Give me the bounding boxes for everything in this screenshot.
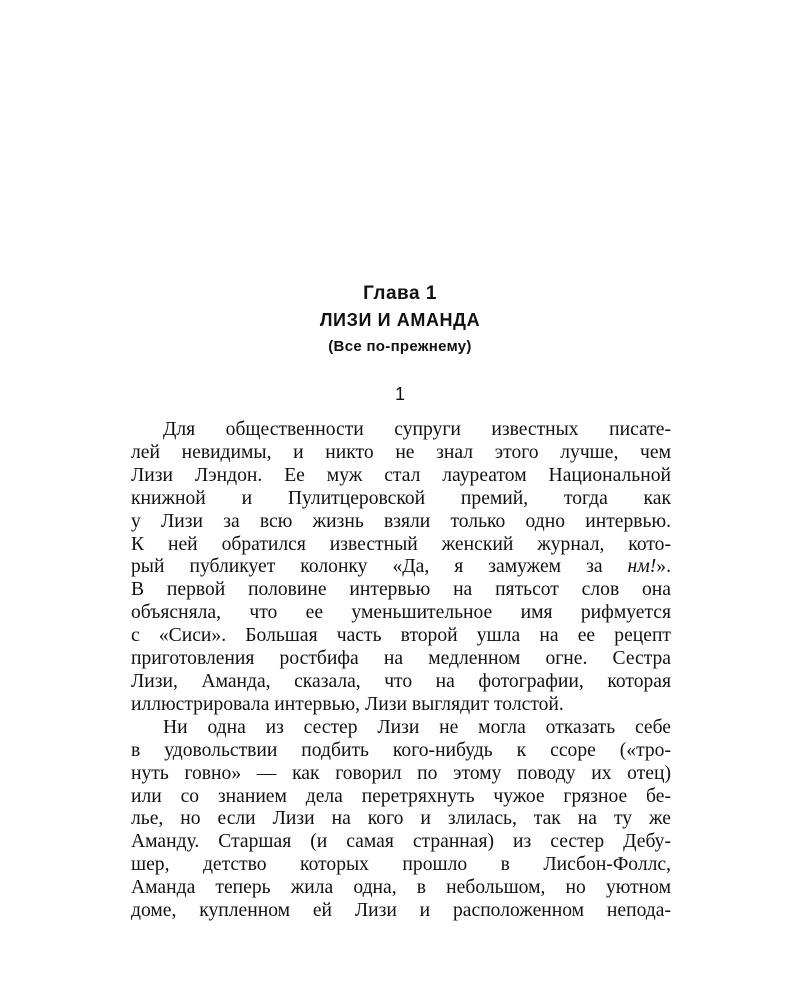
text-line: Лизи Лэндон. Ее муж стал лауреатом Национальной <box>131 464 671 486</box>
text-line: Аманду. Старшая (и самая странная) из сестер Дебу- <box>131 831 671 853</box>
text-line: лье, но если Лизи на кого и злилась, так на ту же <box>131 808 671 830</box>
text-line: иллюстрировала интервью, Лизи выглядит толстой. <box>131 693 564 715</box>
italic-word: нм! <box>627 556 657 578</box>
chapter-label: Глава 1 <box>363 283 437 304</box>
section-number: 1 <box>394 384 405 404</box>
text-line: у Лизи за всю жизнь взяли только одно интервью. <box>131 510 671 532</box>
paragraph-1 <box>131 419 671 717</box>
text-line: приготовления ростбифа на медленном огне. Сестра <box>131 648 671 670</box>
text-line: книжной и Пулитцеровской премий, тогда как <box>131 487 671 509</box>
text-line: в удовольствии подбить кого-нибудь к ссоре («тро- <box>131 739 671 761</box>
text-line: Лизи, Аманда, сказала, что на фотографии, которая <box>131 670 671 692</box>
text-line: доме, купленном ей Лизи и расположенном непода- <box>131 900 671 922</box>
text-line: Аманда теперь жила одна, в небольшом, но уютном <box>131 877 671 899</box>
text-line: Для общественности супруги известных писате- <box>163 419 671 440</box>
text-segment: ». <box>656 556 671 578</box>
text-line: объясняла, что ее уменьшительное имя рифмуется <box>131 602 671 624</box>
paragraph-2 <box>131 717 671 923</box>
chapter-title: ЛИЗИ И АМАНДА <box>319 310 481 330</box>
text-line <box>131 556 671 579</box>
body-text <box>131 419 671 923</box>
text-line: с «Сиси». Большая часть второй ушла на ее рецепт <box>131 625 671 647</box>
text-line: Ни одна из сестер Лизи не могла отказать себе <box>163 716 671 738</box>
text-line: К ней обратился известный женский журнал, кото- <box>131 533 671 555</box>
text-segment: рый публикует колонку «Да, я замужем за <box>131 556 628 578</box>
text-line: шер, детство которых прошло в Лисбон-Фоллс, <box>131 854 671 876</box>
chapter-subtitle: (Все по-прежнему) <box>328 338 472 355</box>
text-line: или со знанием дела перетряхнуть чужое грязное бе- <box>131 785 671 807</box>
text-line: В первой половине интервью на пятьсот слов она <box>131 579 671 601</box>
text-line: лей невидимы, и никто не знал этого лучше, чем <box>131 441 671 463</box>
chapter-heading <box>0 281 800 359</box>
text-line: нуть говно» — как говорил по этому поводу их отец) <box>131 762 671 784</box>
